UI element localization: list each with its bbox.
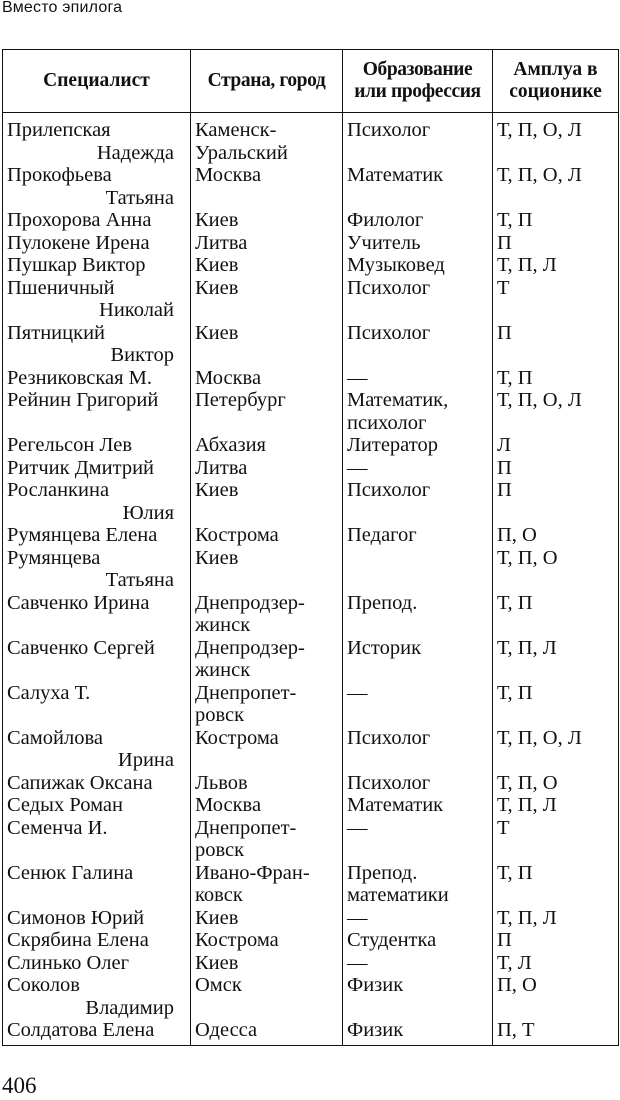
profession-line: Учитель xyxy=(347,231,421,254)
table-row xyxy=(3,322,619,367)
country-city-cell xyxy=(191,547,343,592)
specialist-line: Татьяна xyxy=(105,569,174,591)
country-city-cell xyxy=(191,457,343,480)
profession-cell xyxy=(343,113,493,165)
specialist-line: Виктор xyxy=(110,344,174,366)
roles-cell: Т, П, Л xyxy=(493,794,619,817)
specialist-cell xyxy=(3,524,191,547)
table-row xyxy=(3,1019,619,1045)
specialist-cell xyxy=(3,1019,191,1045)
profession-line: математики xyxy=(347,884,449,906)
column-header-roles-line2: соционике xyxy=(509,81,602,102)
roles-cell: Т, П, О xyxy=(493,772,619,795)
specialist-line: Румянцева Елена xyxy=(7,524,158,546)
specialist-cell xyxy=(3,277,191,322)
specialist-cell xyxy=(3,389,191,434)
specialist-line: Резниковская М. xyxy=(7,366,153,389)
table-row xyxy=(3,817,619,862)
roles-cell: П, О xyxy=(493,974,619,1019)
country-city-line: Киев xyxy=(195,479,239,501)
table-row xyxy=(3,682,619,727)
specialist-line: Росланкина xyxy=(7,479,110,501)
specialist-cell xyxy=(3,322,191,367)
country-city-cell xyxy=(191,254,343,277)
specialist-line: Прилепская xyxy=(7,119,111,141)
country-city-line: Литва xyxy=(195,456,248,479)
specialist-line: Надежда xyxy=(96,141,174,164)
table-row xyxy=(3,524,619,547)
table-row xyxy=(3,794,619,817)
roles-cell: Т xyxy=(493,277,619,322)
country-city-line: Днепропет- xyxy=(195,816,297,839)
country-city-cell xyxy=(191,929,343,952)
specialist-line: Юлия xyxy=(122,501,174,524)
specialist-cell xyxy=(3,232,191,255)
country-city-cell xyxy=(191,794,343,817)
specialist-cell xyxy=(3,457,191,480)
specialist-line: Симонов Юрий xyxy=(7,906,145,929)
profession-cell xyxy=(343,727,493,772)
table-row xyxy=(3,389,619,434)
specialist-line: Солдатова Елена xyxy=(7,1019,155,1041)
profession-line: Физик xyxy=(347,1019,404,1041)
table-row xyxy=(3,457,619,480)
table-row xyxy=(3,277,619,322)
country-city-cell xyxy=(191,907,343,930)
country-city-cell xyxy=(191,209,343,232)
specialist-cell xyxy=(3,727,191,772)
table-row xyxy=(3,772,619,795)
roles-cell: П xyxy=(493,322,619,367)
profession-cell xyxy=(343,524,493,547)
table-row xyxy=(3,434,619,457)
specialist-line: Регельсон Лев xyxy=(7,434,133,456)
roles-cell: П xyxy=(493,457,619,480)
profession-line: Математик xyxy=(347,164,444,186)
country-city-line: Киев xyxy=(195,254,239,276)
profession-line: Препод. xyxy=(347,591,418,614)
profession-cell xyxy=(343,457,493,480)
specialist-line: Соколов xyxy=(7,974,80,996)
profession-cell xyxy=(343,794,493,817)
page-number: 406 xyxy=(2,1073,37,1098)
roles-cell: Т, П, О, Л xyxy=(493,389,619,434)
profession-line: — xyxy=(347,816,368,839)
country-city-line: Киев xyxy=(195,951,239,974)
profession-line: — xyxy=(347,456,368,479)
profession-cell xyxy=(343,277,493,322)
specialist-cell xyxy=(3,637,191,682)
specialist-line: Слинько Олег xyxy=(7,951,130,974)
roles-cell: Т, П, Л xyxy=(493,637,619,682)
country-city-cell xyxy=(191,974,343,1019)
table-row xyxy=(3,727,619,772)
specialist-line: Рейнин Григорий xyxy=(7,389,159,411)
specialist-cell xyxy=(3,547,191,592)
table-row xyxy=(3,952,619,975)
country-city-line: ровск xyxy=(195,839,245,861)
roles-cell: Т, Л xyxy=(493,952,619,975)
table-row xyxy=(3,592,619,637)
country-city-line: Омск xyxy=(195,974,242,996)
specialist-line: Сапижак Оксана xyxy=(7,771,153,794)
specialist-cell xyxy=(3,862,191,907)
country-city-line: Днепродзер- xyxy=(195,636,305,659)
specialist-line: Самойлова xyxy=(7,726,103,749)
profession-cell xyxy=(343,929,493,952)
specialist-cell xyxy=(3,772,191,795)
country-city-cell xyxy=(191,322,343,367)
specialist-line: Пятницкий xyxy=(7,321,106,344)
table-row xyxy=(3,862,619,907)
profession-cell xyxy=(343,682,493,727)
column-header-specialist: Специалист xyxy=(3,50,191,113)
specialist-line: Николай xyxy=(99,299,174,321)
country-city-line: Одесса xyxy=(195,1019,258,1041)
specialist-line: Ирина xyxy=(117,749,174,771)
roles-cell: Т, П xyxy=(493,367,619,390)
country-city-line: жинск xyxy=(195,614,251,636)
profession-line: Психолог xyxy=(347,321,431,344)
country-city-cell xyxy=(191,232,343,255)
specialist-line: Салуха Т. xyxy=(7,681,91,704)
column-header-roles xyxy=(493,50,619,113)
specialist-cell xyxy=(3,209,191,232)
country-city-line: ковск xyxy=(195,884,243,906)
table-row xyxy=(3,113,619,165)
specialist-line: Прохорова Анна xyxy=(7,209,152,231)
table-row xyxy=(3,929,619,952)
country-city-cell xyxy=(191,164,343,209)
profession-cell xyxy=(343,434,493,457)
profession-line: Музыковед xyxy=(347,254,445,276)
table-row xyxy=(3,637,619,682)
country-city-line: Киев xyxy=(195,546,239,569)
country-city-line: Абхазия xyxy=(195,434,266,456)
profession-line: Психолог xyxy=(347,771,431,794)
country-city-line: Кострома xyxy=(195,929,279,951)
profession-cell xyxy=(343,952,493,975)
country-city-line: жинск xyxy=(195,659,251,681)
table-row xyxy=(3,232,619,255)
country-city-line: Москва xyxy=(195,164,262,186)
specialist-cell xyxy=(3,113,191,165)
profession-cell xyxy=(343,907,493,930)
specialist-cell xyxy=(3,434,191,457)
column-header-education-line2: или профессия xyxy=(354,81,481,102)
profession-cell xyxy=(343,479,493,524)
country-city-cell xyxy=(191,113,343,165)
specialist-line: Семенча И. xyxy=(7,816,108,839)
roles-cell: Т, П, Л xyxy=(493,254,619,277)
profession-line: Литератор xyxy=(347,434,438,456)
column-header-roles-line1: Амплуа в xyxy=(513,59,598,80)
country-city-cell xyxy=(191,592,343,637)
country-city-cell xyxy=(191,367,343,390)
country-city-cell xyxy=(191,524,343,547)
table-row xyxy=(3,254,619,277)
country-city-cell xyxy=(191,952,343,975)
specialist-cell xyxy=(3,929,191,952)
country-city-line: Москва xyxy=(195,794,262,816)
profession-line: Препод. xyxy=(347,861,418,884)
profession-cell xyxy=(343,974,493,1019)
table-body xyxy=(3,113,619,1046)
specialist-line: Владимир xyxy=(85,996,174,1019)
specialists-table-container xyxy=(2,49,618,1046)
profession-cell xyxy=(343,164,493,209)
country-city-line: Уральский xyxy=(195,141,288,164)
specialist-cell xyxy=(3,794,191,817)
profession-line: Психолог xyxy=(347,119,431,141)
profession-line: — xyxy=(347,906,368,929)
specialist-line: Татьяна xyxy=(105,186,174,209)
country-city-line: Киев xyxy=(195,906,239,929)
specialist-line: Прокофьева xyxy=(7,164,112,186)
country-city-line: Киев xyxy=(195,321,239,344)
profession-line: психолог xyxy=(347,411,427,434)
country-city-line: Днепродзер- xyxy=(195,591,305,614)
country-city-cell xyxy=(191,479,343,524)
specialist-cell xyxy=(3,367,191,390)
profession-line: — xyxy=(347,366,368,389)
country-city-line: Литва xyxy=(195,231,248,254)
profession-cell xyxy=(343,389,493,434)
country-city-line: Днепропет- xyxy=(195,681,297,704)
specialist-cell xyxy=(3,817,191,862)
table-header xyxy=(3,50,619,113)
specialist-cell xyxy=(3,164,191,209)
specialist-line: Пулокене Ирена xyxy=(7,231,150,254)
profession-cell xyxy=(343,592,493,637)
profession-line: Физик xyxy=(347,974,404,996)
profession-line: — xyxy=(347,951,368,974)
country-city-line: Петербург xyxy=(195,389,286,411)
country-city-cell xyxy=(191,727,343,772)
country-city-line: Кострома xyxy=(195,524,279,546)
table-row xyxy=(3,479,619,524)
table-row xyxy=(3,164,619,209)
roles-cell: П, Т xyxy=(493,1019,619,1045)
country-city-cell xyxy=(191,434,343,457)
specialist-line: Пушкар Виктор xyxy=(7,254,146,276)
profession-line: Студентка xyxy=(347,929,437,951)
specialist-line: Румянцева xyxy=(7,546,101,569)
country-city-cell xyxy=(191,817,343,862)
roles-cell: Т, П xyxy=(493,592,619,637)
column-header-country-city: Страна, город xyxy=(191,50,343,113)
roles-cell: Т, П xyxy=(493,682,619,727)
country-city-cell xyxy=(191,862,343,907)
profession-line: Психолог xyxy=(347,726,431,749)
profession-line: Психолог xyxy=(347,276,431,299)
roles-cell: П xyxy=(493,479,619,524)
country-city-cell xyxy=(191,389,343,434)
table-row xyxy=(3,974,619,1019)
profession-cell xyxy=(343,547,493,592)
specialist-line: Седых Роман xyxy=(7,794,123,816)
profession-cell xyxy=(343,637,493,682)
country-city-line: Киев xyxy=(195,209,239,231)
roles-cell: Т, П, Л xyxy=(493,907,619,930)
table-row xyxy=(3,367,619,390)
profession-cell xyxy=(343,817,493,862)
profession-cell xyxy=(343,1019,493,1045)
table-row xyxy=(3,209,619,232)
profession-cell xyxy=(343,322,493,367)
profession-line: Психолог xyxy=(347,479,431,501)
country-city-line: Киев xyxy=(195,276,239,299)
country-city-cell xyxy=(191,682,343,727)
roles-cell: Л xyxy=(493,434,619,457)
profession-cell xyxy=(343,772,493,795)
roles-cell: П xyxy=(493,929,619,952)
specialist-line: Савченко Ирина xyxy=(7,591,150,614)
roles-cell: Т, П xyxy=(493,862,619,907)
profession-line: Филолог xyxy=(347,209,424,231)
specialist-line: Скрябина Елена xyxy=(7,929,149,951)
profession-cell xyxy=(343,232,493,255)
specialist-line: Сенюк Галина xyxy=(7,861,134,884)
roles-cell: Т, П, О xyxy=(493,547,619,592)
country-city-line: Ивано-Фран- xyxy=(195,861,310,884)
specialist-cell xyxy=(3,907,191,930)
profession-cell xyxy=(343,367,493,390)
country-city-line: Каменск- xyxy=(195,119,277,141)
profession-cell xyxy=(343,254,493,277)
specialist-line: Савченко Сергей xyxy=(7,636,155,659)
specialist-cell xyxy=(3,592,191,637)
profession-cell xyxy=(343,862,493,907)
specialist-cell xyxy=(3,952,191,975)
specialist-cell xyxy=(3,254,191,277)
roles-cell: П, О xyxy=(493,524,619,547)
country-city-cell xyxy=(191,772,343,795)
roles-cell: Т xyxy=(493,817,619,862)
roles-cell: П xyxy=(493,232,619,255)
roles-cell: Т, П, О, Л xyxy=(493,113,619,165)
country-city-line: Москва xyxy=(195,366,262,389)
profession-line: — xyxy=(347,681,368,704)
profession-cell xyxy=(343,209,493,232)
profession-line: Педагог xyxy=(347,524,417,546)
roles-cell: Т, П xyxy=(493,209,619,232)
table-row xyxy=(3,907,619,930)
specialist-cell xyxy=(3,682,191,727)
specialist-line: Ритчик Дмитрий xyxy=(7,456,155,479)
table-row xyxy=(3,547,619,592)
running-head: Вместо эпилога xyxy=(2,0,123,16)
country-city-line: ровск xyxy=(195,704,245,726)
country-city-line: Львов xyxy=(195,771,248,794)
column-header-education-line1: Образование xyxy=(362,59,473,80)
profession-line: Математик xyxy=(347,794,444,816)
country-city-cell xyxy=(191,637,343,682)
specialist-cell xyxy=(3,974,191,1019)
specialists-table xyxy=(2,49,619,1046)
table-header-row xyxy=(3,50,619,113)
country-city-cell xyxy=(191,1019,343,1045)
country-city-cell xyxy=(191,277,343,322)
roles-cell: Т, П, О, Л xyxy=(493,164,619,209)
profession-line: Математик, xyxy=(347,389,449,411)
roles-cell: Т, П, О, Л xyxy=(493,727,619,772)
column-header-education xyxy=(343,50,493,113)
specialist-cell xyxy=(3,479,191,524)
country-city-line: Кострома xyxy=(195,726,279,749)
profession-line: Историк xyxy=(347,636,422,659)
specialist-line: Пшеничный xyxy=(7,276,115,299)
